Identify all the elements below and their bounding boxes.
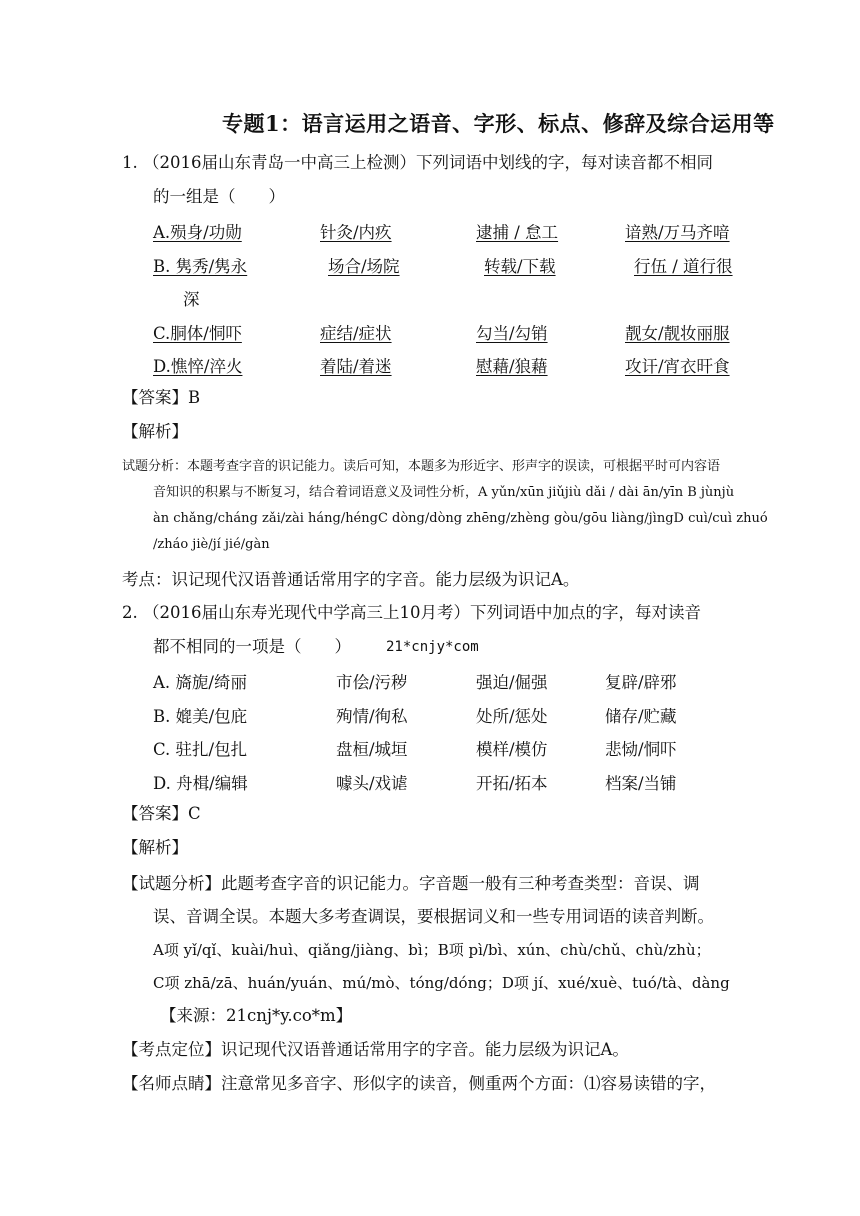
q1-analysis-line-1: 试题分析：本题考查字音的识记能力。读后可知，本题多为形近字、形声字的误读，可根据平时可内容语 bbox=[122, 459, 721, 474]
q2-option-d-3: 开拓/拓本 bbox=[476, 774, 548, 793]
q1-kaodian: 考点：识记现代汉语普通话常用字的字音。能力层级为识记A。 bbox=[122, 570, 580, 589]
question-1-stem: 1. （2016届山东青岛一中高三上检测）下列词语中划线的字，每对读音都不相同 bbox=[122, 153, 713, 172]
q2-mingshi: 【名师点睛】注意常见多音字、形似字的读音，侧重两个方面：⑴容易读错的字， bbox=[122, 1074, 716, 1093]
question-2-stem-cont: 都不相同的一项是（ ） bbox=[153, 637, 351, 656]
q2-option-c-3: 模样/模仿 bbox=[476, 740, 548, 759]
q1-option-b-3: 转载/下载 bbox=[484, 257, 556, 276]
q2-option-d-2: 噱头/戏谑 bbox=[336, 774, 408, 793]
q1-option-d-1: D.憔悴/淬火 bbox=[153, 357, 243, 376]
q1-analysis-line-2: 音知识的积累与不断复习，结合着词语意义及词性分析，A yǔn/xūn jiǔjiù dǎi / dài ān/yīn B jùnjù bbox=[153, 485, 735, 500]
q2-source: 【来源：21cnj*y.co*m】 bbox=[160, 1006, 353, 1025]
q1-analysis-line-4: /zháo jiè/jí jié/gàn bbox=[153, 537, 270, 552]
q2-option-c-2: 盘桓/城垣 bbox=[336, 740, 408, 759]
q2-option-b-2: 殉情/徇私 bbox=[336, 707, 408, 726]
q2-option-a-2: 市侩/污秽 bbox=[336, 673, 408, 692]
q2-option-b-3: 处所/惩处 bbox=[476, 707, 548, 726]
q2-option-c-4: 悲恸/恫吓 bbox=[605, 740, 677, 759]
q1-option-d-2: 着陆/着迷 bbox=[320, 357, 392, 376]
q1-option-a-3: 逮捕 / 怠工 bbox=[476, 223, 559, 242]
watermark-text: 21*cnjy*com bbox=[386, 639, 479, 655]
q2-kaodian: 【考点定位】识记现代汉语普通话常用字的字音。能力层级为识记A。 bbox=[122, 1040, 629, 1059]
q1-option-a-1: A.殒身/功勋 bbox=[153, 223, 242, 242]
page-title: 专题1：语言运用之语音、字形、标点、修辞及综合运用等 bbox=[222, 111, 775, 136]
q2-analysis-line-2: 误、音调全误。本题大多考查调误，要根据词义和一些专用词语的读音判断。 bbox=[153, 907, 714, 926]
question-1-stem-cont: 的一组是（ ） bbox=[153, 187, 285, 206]
question-2-stem: 2. （2016届山东寿光现代中学高三上10月考）下列词语中加点的字，每对读音 bbox=[122, 603, 701, 622]
q1-option-a-4: 谙熟/万马齐喑 bbox=[625, 223, 730, 242]
q1-option-c-4: 靓女/靓妆丽服 bbox=[625, 324, 730, 343]
q1-option-d-3: 慰藉/狼藉 bbox=[476, 357, 548, 376]
q1-option-c-1: C.胴体/恫吓 bbox=[153, 324, 242, 343]
q1-analysis-line-3: àn chǎng/cháng zǎi/zài háng/héngC dòng/dòng zhēng/zhèng gòu/gōu liàng/jìngD cuì/cuì zhuó bbox=[153, 511, 768, 526]
q2-option-b-1: B. 媲美/包庇 bbox=[153, 707, 248, 726]
q1-analysis-label: 【解析】 bbox=[122, 422, 188, 441]
q2-option-c-1: C. 驻扎/包扎 bbox=[153, 740, 248, 759]
q1-option-d-4: 攻讦/宵衣旰食 bbox=[625, 357, 730, 376]
q2-option-b-4: 储存/贮藏 bbox=[605, 707, 677, 726]
q2-answer: 【答案】C bbox=[122, 804, 201, 823]
q2-analysis-label: 【解析】 bbox=[122, 838, 188, 857]
q2-analysis-line-4: C项 zhā/zā、huán/yuán、mú/mò、tóng/dóng；D项 jí、xué/xuè、tuó/tà、dàng bbox=[153, 974, 730, 992]
q2-option-a-4: 复辟/辟邪 bbox=[605, 673, 677, 692]
q1-answer: 【答案】B bbox=[122, 388, 201, 407]
q1-option-b-1: B. 隽秀/隽永 bbox=[153, 257, 248, 276]
q2-option-d-1: D. 舟楫/编辑 bbox=[153, 774, 248, 793]
q2-option-d-4: 档案/当铺 bbox=[605, 774, 677, 793]
q2-analysis-line-1: 【试题分析】此题考查字音的识记能力。字音题一般有三种考查类型：音误、调 bbox=[122, 874, 700, 893]
q2-option-a-3: 强迫/倔强 bbox=[476, 673, 548, 692]
q1-option-b-cont: 深 bbox=[183, 290, 200, 309]
q2-analysis-line-3: A项 yǐ/qǐ、kuài/huì、qiǎng/jiàng、bì；B项 pì/bì、xún、chù/chǔ、chù/zhù； bbox=[153, 941, 711, 959]
q1-option-c-2: 症结/症状 bbox=[320, 324, 392, 343]
q1-option-c-3: 勾当/勾销 bbox=[476, 324, 548, 343]
q1-option-b-2: 场合/场院 bbox=[328, 257, 400, 276]
q1-option-a-2: 针灸/内疚 bbox=[320, 223, 392, 242]
q1-option-b-4: 行伍 / 道行很 bbox=[634, 257, 733, 276]
q2-option-a-1: A. 旖旎/绮丽 bbox=[153, 673, 247, 692]
